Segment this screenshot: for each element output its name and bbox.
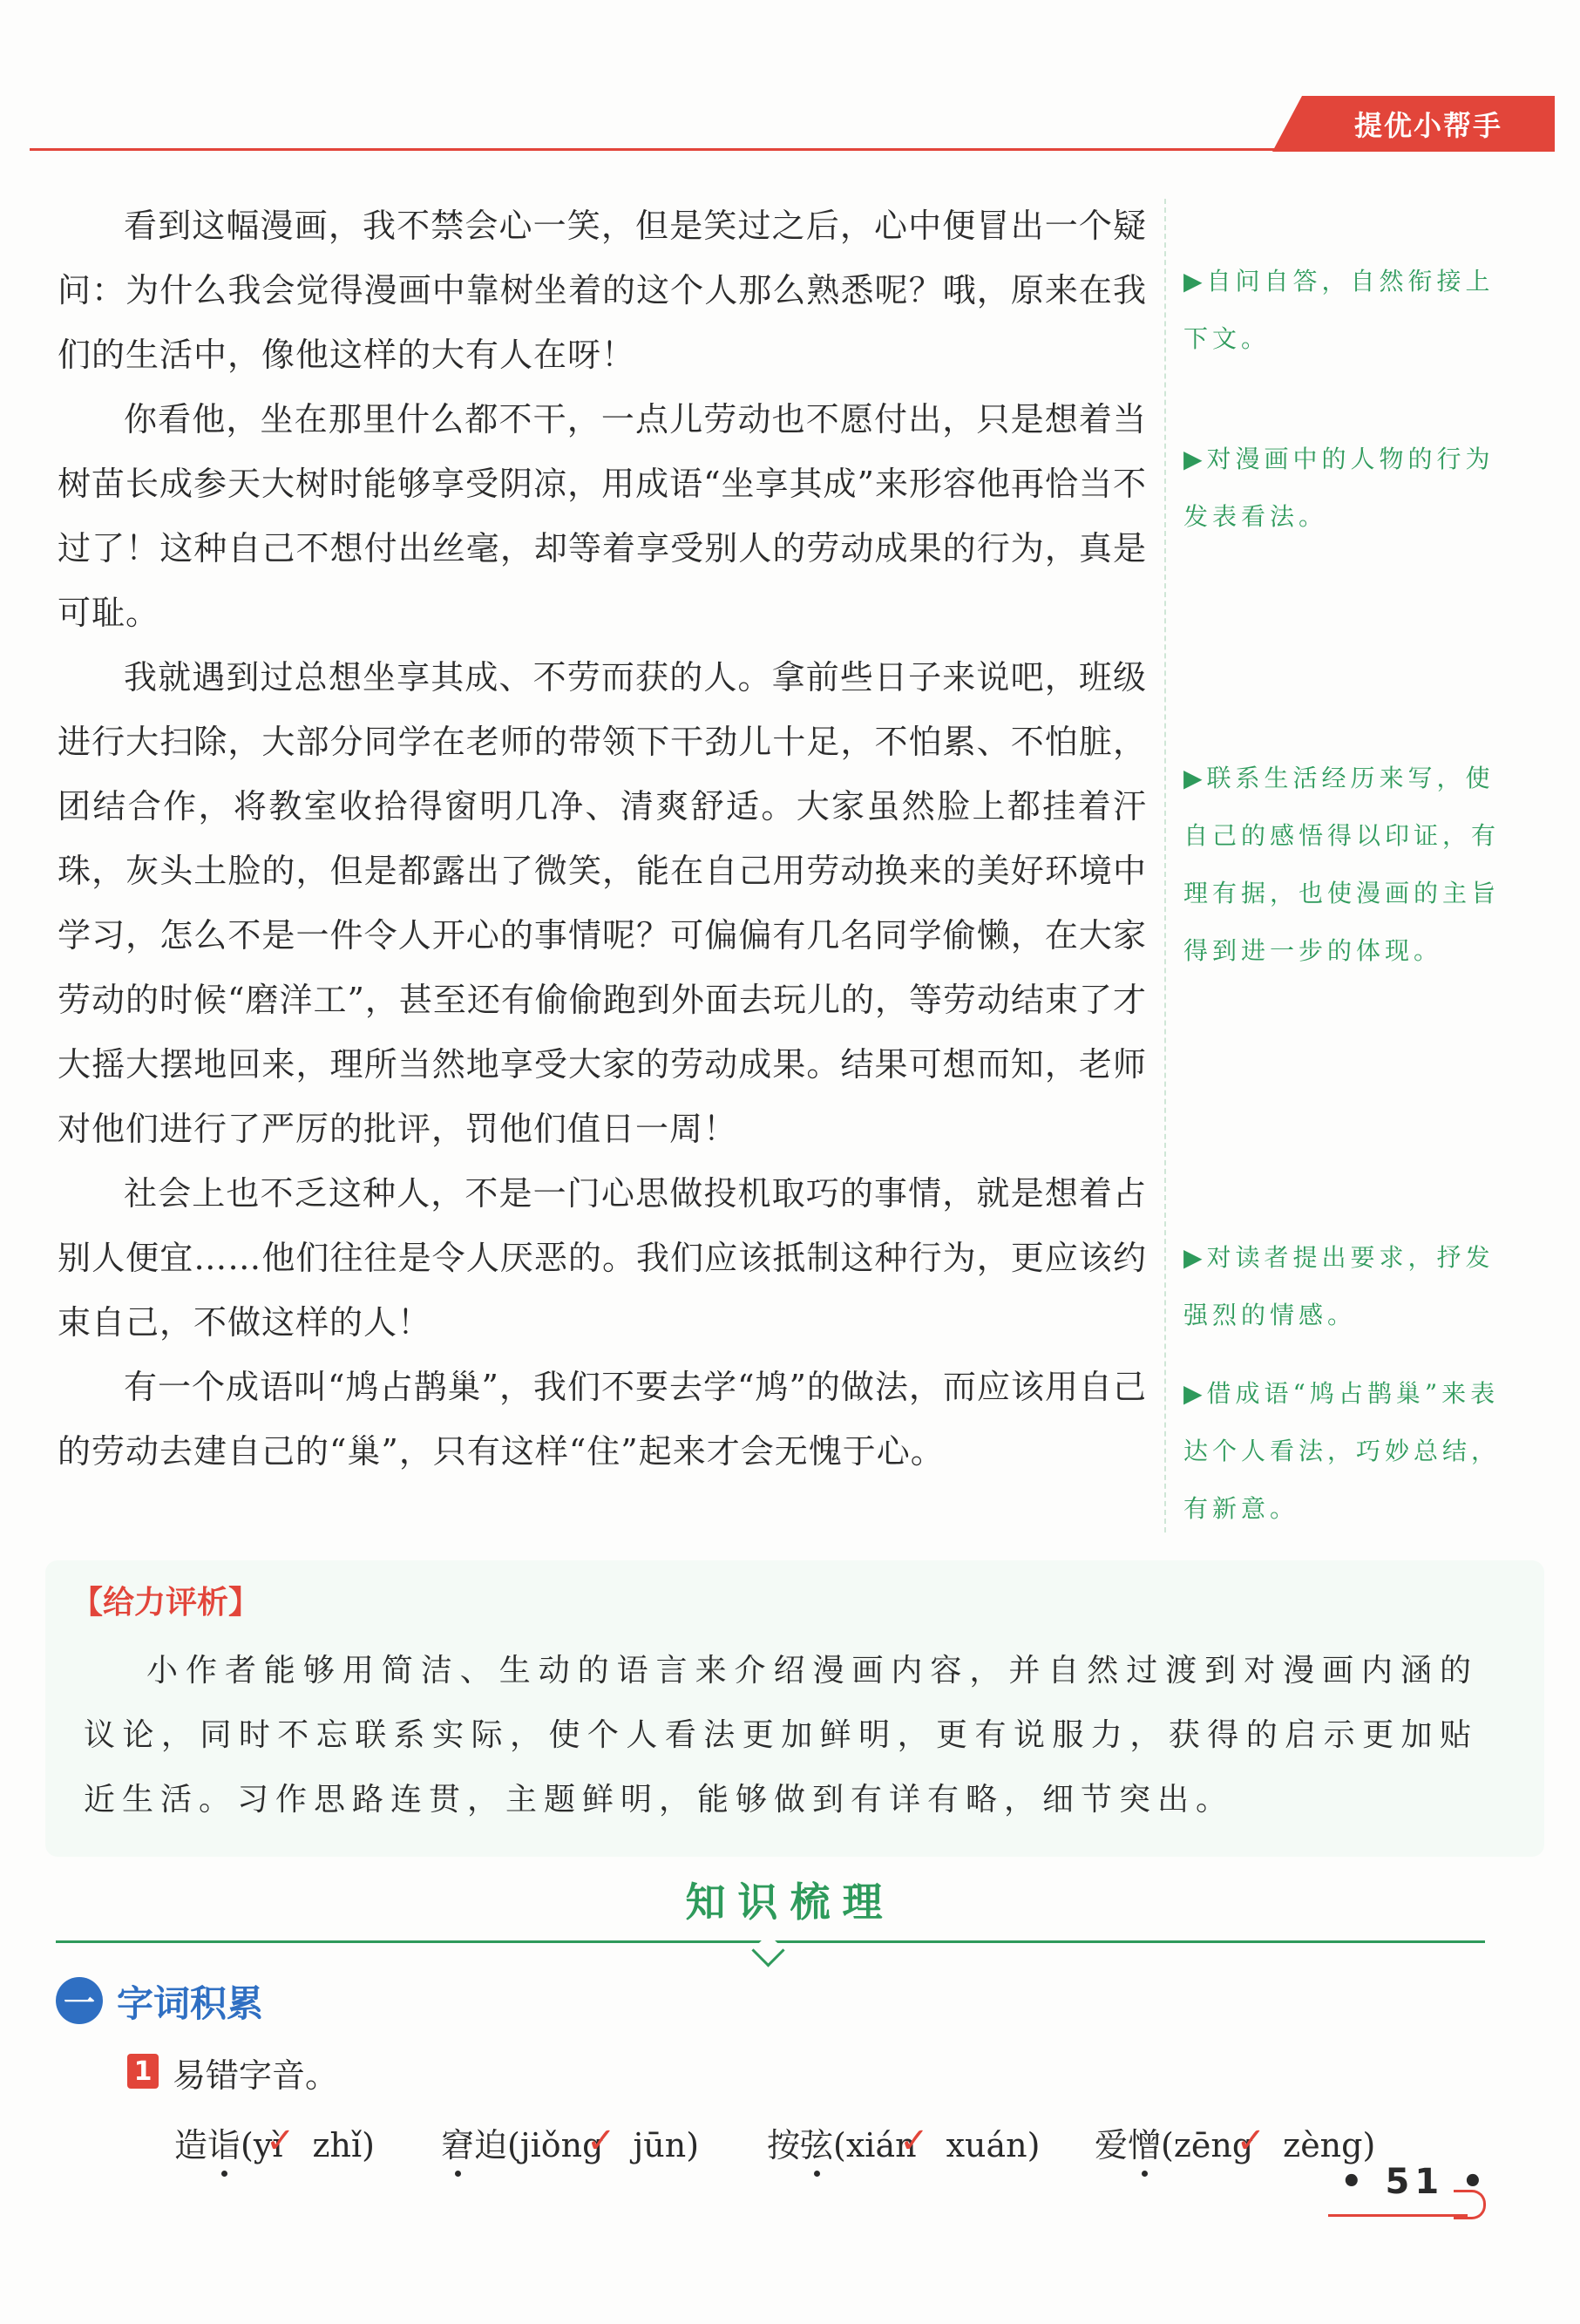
word-item: 造诣(yì ✓ zhǐ) xyxy=(174,2118,375,2166)
correct-reading: xuán xyxy=(946,2126,1027,2164)
section-notch xyxy=(751,1933,784,1967)
wrong-reading: zēng ✓ xyxy=(1174,2126,1253,2164)
evaluation-title: 【给力评析】 xyxy=(71,1585,261,1621)
page-number: • 51 • xyxy=(1340,2162,1489,2202)
page-number-rule xyxy=(1328,2214,1468,2217)
header-tab xyxy=(1302,96,1555,152)
correct-reading: zèng xyxy=(1283,2126,1363,2164)
arrow-right-icon: ▶ xyxy=(1183,1243,1207,1272)
section-title: 知识梳理 xyxy=(685,1879,895,1926)
emphasized-char: 窘 xyxy=(441,2126,475,2164)
essay-paragraph: 你看他，坐在那里什么都不干，一点儿劳动也不愿付出，只是想着当树苗长成参天大树时能够享受阴凉，用成语“坐享其成”来形容他再恰当不过了！这种自己不想付出丝毫，却等着享受别人的劳动成果的行为，真是可耻。 xyxy=(58,400,1147,632)
essay-paragraph: 我就遇到过总想坐享其成、不劳而获的人。拿前些日子来说吧，班级进行大扫除，大部分同学在老师的带领下干劲儿十足，不怕累、不怕脏，团结合作，将教室收拾得窗明几净、清爽舒适。大家虽然脸上都挂着汗珠，灰头土脸的，但是都露出了微笑，能在自己用劳动换来的美好环境中学习，怎么不是一件令人开心的事情呢？可偏偏有几名同学偷懒，在大家劳动的时候“磨洋工”，甚至还有偷偷跑到外面去玩儿的，等劳动结束了才大摇大摆地回来，理所当然地享受大家的劳动成果。结果可想而知，老师对他们进行了严厉的批评，罚他们值日一周！ xyxy=(58,658,1147,1148)
word-item: 窘迫(jiǒng ✓ jūn) xyxy=(441,2118,699,2166)
word-item: 爱憎(zēng ✓ zèng) xyxy=(1095,2118,1375,2166)
arrow-right-icon: ▶ xyxy=(1183,267,1207,296)
evaluation-text: 小作者能够用简洁、生动的语言来介绍漫画内容，并自然过渡到对漫画内涵的议论，同时不忘联系实际，使个人看法更加鲜明，更有说服力，获得的启示更加贴近生活。习作思路连贯，主题鲜明，能够做到有详有略，细节突出。 xyxy=(84,1653,1478,1818)
header-rule xyxy=(30,148,1302,151)
margin-note: ▶对读者提出要求，抒发强烈的情感。 xyxy=(1183,1243,1495,1329)
arrow-right-icon: ▶ xyxy=(1183,1379,1207,1408)
header-tab-label: 提优小帮手 xyxy=(1353,109,1502,142)
subsection-number-icon: 一 xyxy=(56,1977,103,2024)
question-number-badge: 1 xyxy=(127,2054,159,2089)
page-curl-decoration xyxy=(1454,2190,1486,2219)
subsection-title: 字词积累 xyxy=(117,1982,264,2025)
margin-note: ▶联系生活经历来写，使自己的感悟得以印证，有理有据，也使漫画的主旨得到进一步的体现。 xyxy=(1183,764,1501,965)
essay-paragraph: 有一个成语叫“鸠占鹊巢”，我们不要去学“鸠”的做法，而应该用自己的劳动去建自己的“巢”，只有这样“住”起来才会无愧于心。 xyxy=(58,1368,1147,1471)
margin-note: ▶自问自答，自然衔接上下文。 xyxy=(1183,267,1495,353)
correct-reading: zhǐ xyxy=(312,2126,363,2164)
essay-body xyxy=(58,194,1147,1484)
arrow-right-icon: ▶ xyxy=(1183,445,1207,473)
emphasized-char: 诣 xyxy=(207,2126,241,2164)
emphasized-char: 弦 xyxy=(800,2126,834,2164)
margin-note: ▶借成语“鸠占鹊巢”来表达个人看法，巧妙总结，有新意。 xyxy=(1183,1379,1501,1523)
margin-note: ▶对漫画中的人物的行为发表看法。 xyxy=(1183,445,1495,531)
essay-paragraph: 看到这幅漫画，我不禁会心一笑，但是笑过之后，心中便冒出一个疑问：为什么我会觉得漫画中靠树坐着的这个人那么熟悉呢？哦，原来在我们的生活中，像他这样的大有人在呀！ xyxy=(58,207,1147,374)
arrow-right-icon: ▶ xyxy=(1183,764,1207,792)
wrong-reading: xián ✓ xyxy=(846,2126,917,2164)
question-title: 易错字音。 xyxy=(173,2056,339,2095)
wrong-reading: yì ✓ xyxy=(254,2126,283,2164)
pronunciation-row xyxy=(174,2118,1482,2188)
emphasized-char: 憎 xyxy=(1128,2126,1162,2164)
correct-reading: jūn xyxy=(633,2126,687,2164)
word-item: 按弦(xián ✓ xuán) xyxy=(767,2118,1040,2166)
wrong-reading: jiǒng ✓ xyxy=(520,2126,604,2164)
margin-divider xyxy=(1164,199,1166,1532)
essay-paragraph: 社会上也不乏这种人，不是一门心思做投机取巧的事情，就是想着占别人便宜……他们往往是令人厌恶的。我们应该抵制这种行为，更应该约束自己，不做这样的人！ xyxy=(58,1174,1147,1342)
